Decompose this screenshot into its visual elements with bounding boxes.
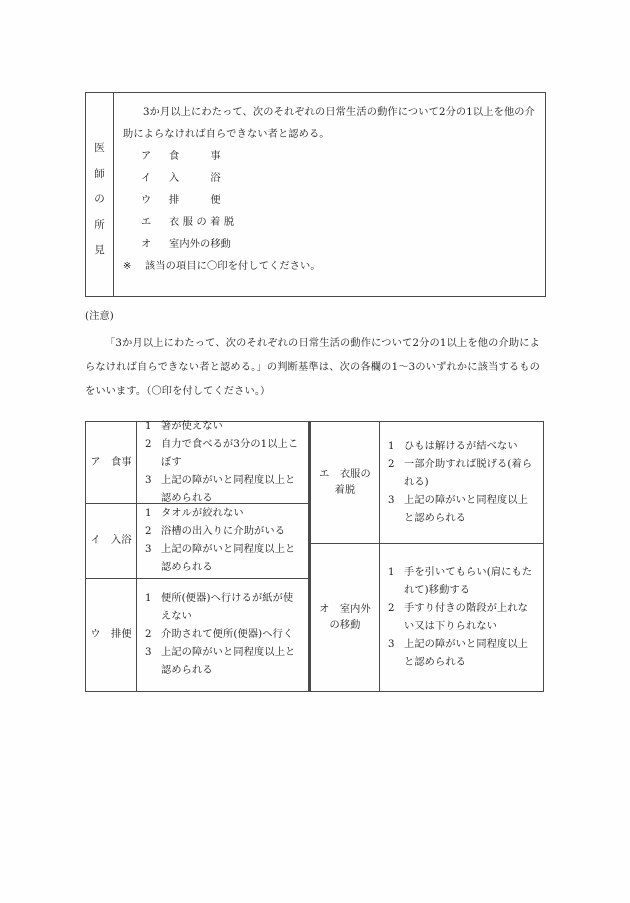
criteria-item-number: 3 xyxy=(145,474,152,486)
criteria-item-text: 箸が使えない xyxy=(161,420,224,432)
item-text-u: 排 便 xyxy=(169,195,221,206)
criteria-item[interactable] xyxy=(388,600,537,636)
criteria-row-dressing xyxy=(311,422,543,544)
item-kana-o: オ xyxy=(141,239,152,250)
criteria-label-meal: ア 食事 xyxy=(86,422,137,503)
vertical-label-char-2: 師 xyxy=(94,167,105,180)
criteria-item-number: 1 xyxy=(145,593,152,604)
criteria-item[interactable] xyxy=(145,541,302,577)
criteria-item[interactable] xyxy=(388,456,537,492)
criteria-item-text: 手を引いてもらい(肩にもたれて)移動する xyxy=(404,566,533,596)
vertical-label-char-5: 見 xyxy=(94,244,105,257)
criteria-item-number: 1 xyxy=(145,420,152,432)
item-kana-i: イ xyxy=(141,173,152,184)
doctor-opinion-item-u xyxy=(123,190,535,212)
criteria-item-text: ひもは解けるが結べない xyxy=(404,440,518,452)
criteria-item-text: 便所(便器)へ行けるが紙が使えない xyxy=(161,593,294,622)
criteria-item[interactable] xyxy=(388,438,537,456)
criteria-item[interactable] xyxy=(145,626,302,644)
item-text-i: 入 浴 xyxy=(169,173,221,184)
criteria-right-column xyxy=(310,421,544,692)
criteria-item-text: 上記の障がいと同程度以上と認められる xyxy=(161,474,296,504)
criteria-item-number: 2 xyxy=(145,629,152,640)
vertical-label-char-1: 医 xyxy=(94,142,105,155)
doctor-opinion-item-a xyxy=(123,146,535,168)
doctor-opinion-table xyxy=(85,92,546,297)
note-text: 該当の項目に〇印を付してください。 xyxy=(145,261,321,272)
doctor-opinion-item-o xyxy=(123,234,535,256)
item-kana-a: ア xyxy=(141,151,152,162)
criteria-items-bath xyxy=(137,504,308,578)
criteria-item-text: 上記の障がいと同程度以上と認められる xyxy=(161,647,296,676)
criteria-table xyxy=(85,421,544,692)
notice-heading: (注意) xyxy=(85,311,114,322)
criteria-item-text: 一部介助すれば脱げる(着られる) xyxy=(404,458,533,488)
item-text-e: 衣 服 の 着 脱 xyxy=(169,217,235,228)
vertical-label-char-3: の xyxy=(94,193,105,206)
notice-body xyxy=(85,332,540,404)
criteria-item-number: 2 xyxy=(388,458,395,470)
criteria-item[interactable] xyxy=(388,636,537,672)
vertical-label-char-4: 所 xyxy=(94,218,105,231)
doctor-opinion-paragraph xyxy=(123,102,535,146)
criteria-item[interactable] xyxy=(145,523,302,541)
doctor-opinion-item-e xyxy=(123,212,535,234)
criteria-item-number: 1 xyxy=(388,566,395,578)
item-text-a: 食 事 xyxy=(169,151,221,162)
criteria-item-text: 上記の障がいと同程度以上と認められる xyxy=(161,544,296,573)
paragraph-text: 3か月以上にわたって、次のそれぞれの日常生活の動作について2分の1以上を他の介助によらなければ自らできない者と認める。 xyxy=(123,107,535,140)
criteria-item-number: 3 xyxy=(388,638,395,650)
criteria-row-bath xyxy=(86,504,308,579)
notice-body-text: 「3か月以上にわたって、次のそれぞれの日常生活の動作について2分の1以上を他の介助によらなければ自らできない者と認める。」の判断基準は、次の各欄の1〜3のいずれかに該当するものをいいます。（〇印を付してください。） xyxy=(85,338,540,397)
criteria-item[interactable] xyxy=(145,505,302,523)
criteria-label-dressing: エ 衣服の 着脱 xyxy=(311,422,380,543)
item-kana-e: エ xyxy=(141,217,152,228)
criteria-item-text: 上記の障がいと同程度以上と認められる xyxy=(404,638,529,668)
criteria-item[interactable] xyxy=(145,472,302,508)
criteria-row-mobility xyxy=(311,544,543,691)
criteria-items-mobility xyxy=(380,544,543,691)
doctor-opinion-item-i xyxy=(123,168,535,190)
note-mark-icon: ※ xyxy=(123,261,132,272)
criteria-item[interactable] xyxy=(388,564,537,600)
criteria-label-mobility: オ 室内外 の移動 xyxy=(311,544,380,691)
item-text-o: 室内外の移動 xyxy=(169,239,232,250)
criteria-item-text: 自力で食べるが3分の1以上こぼす xyxy=(161,438,299,468)
item-kana-u: ウ xyxy=(141,195,152,206)
criteria-item-number: 2 xyxy=(145,526,152,537)
criteria-items-toilet xyxy=(137,579,308,691)
doctor-opinion-vertical-label xyxy=(86,93,114,296)
criteria-item-number: 2 xyxy=(388,602,395,614)
criteria-item[interactable] xyxy=(145,590,302,626)
criteria-row-toilet xyxy=(86,579,308,691)
criteria-item-text: 介助されて便所(便器)へ行く xyxy=(161,629,294,640)
criteria-item-number: 1 xyxy=(145,508,152,519)
criteria-item-number: 3 xyxy=(145,647,152,658)
criteria-item-text: 上記の障がいと同程度以上と認められる xyxy=(404,494,529,524)
criteria-item-number: 1 xyxy=(388,440,395,452)
doctor-opinion-body xyxy=(114,93,545,296)
criteria-items-dressing xyxy=(380,422,543,543)
criteria-item-text: 手すり付きの階段が上れない又は下りられない xyxy=(404,602,529,632)
criteria-label-toilet: ウ 排便 xyxy=(86,579,137,691)
criteria-items-meal xyxy=(137,422,308,503)
criteria-item-number: 3 xyxy=(145,544,152,555)
criteria-item[interactable] xyxy=(145,436,302,472)
criteria-label-bath: イ 入浴 xyxy=(86,504,137,578)
criteria-item-number: 2 xyxy=(145,438,152,450)
criteria-item-text: 浴槽の出入りに介助がいる xyxy=(161,526,286,537)
criteria-row-meal xyxy=(86,422,308,504)
criteria-item-number: 3 xyxy=(388,494,395,506)
criteria-left-column xyxy=(85,421,310,692)
criteria-item[interactable] xyxy=(388,492,537,528)
doctor-opinion-note xyxy=(123,256,535,278)
criteria-item[interactable] xyxy=(145,418,302,436)
criteria-item-text: タオルが絞れない xyxy=(161,508,244,519)
criteria-item[interactable] xyxy=(145,644,302,680)
